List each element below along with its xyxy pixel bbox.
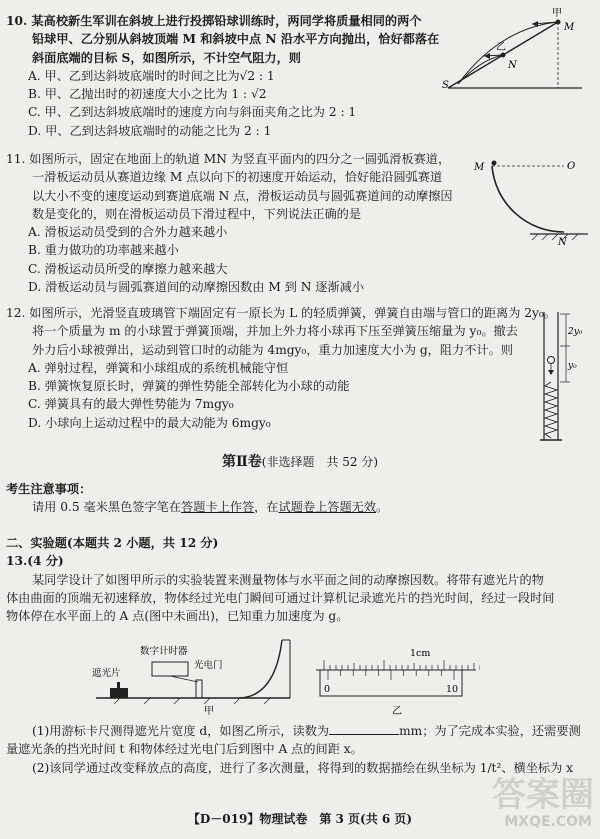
- q13-part-1: [6, 722, 581, 740]
- watermark-logo: 答案圈: [492, 775, 594, 815]
- q13-parts: [6, 722, 581, 777]
- q12-line-3: 外力后小球被弹出，运动到管口时的动能为 4mgy₀，重力加速度大小为 g，阻力不计。则: [32, 342, 513, 357]
- q10-line-3: 斜面底端的目标 S，如图所示，不计空气阻力，则: [32, 50, 301, 65]
- q12-line-2: 将一个质量为 m 的小球置于弹簧顶端，并加上外力将小球再下压至弹簧压缩量为 y₀。撤去: [32, 324, 518, 339]
- section-2-title: [0, 452, 600, 473]
- q11-line-1: 11. 如图所示，固定在地面上的轨道 MN 为竖直平面内的四分之一圆弧滑板赛道，: [6, 152, 451, 166]
- q13-label-yi: 乙: [392, 706, 402, 717]
- q13-caliper-figure: [310, 642, 480, 720]
- section-2-subtitle: (非选择题 共 52 分): [261, 455, 379, 469]
- watermark-url: MXQE.COM: [504, 814, 592, 830]
- q12-option-c: C. 弹簧具有的最大弹性势能为 7mgy₀: [28, 397, 234, 412]
- q11-option-d: D. 滑板运动员与圆弧赛道间的动摩擦因数由 M 到 N 逐渐减小: [28, 280, 365, 295]
- q10-option-a: A. 甲、乙到达斜坡底端时的时间之比为√2 : 1: [28, 68, 275, 83]
- q10-option-c: C. 甲、乙到达斜坡底端时的速度方向与斜面夹角之比为 2 : 1: [28, 105, 357, 120]
- q13-line-1: 某同学设计了如图甲所示的实验装置来测量物体与水平面之间的动摩擦因数。将带有遮光片的物: [32, 572, 544, 587]
- q13-line-2: 体由曲面的顶端无初速释放，物体经过光电门瞬间可通过计算机记录遮光片的挡光时间，经过一段时间: [6, 590, 555, 605]
- q10-line-2: 铅球甲、乙分别从斜坡顶端 M 和斜坡中点 N 沿水平方向抛出，恰好都落在: [32, 32, 440, 47]
- q13-part-1-c: 量遮光条的挡光时间 t 和物体经过光电门后到图中 A 点的间距 x。: [6, 742, 363, 757]
- q11-option-b: B. 重力做功的功率越来越小: [28, 243, 179, 258]
- q11-line-4: 数是变化的，则在滑板运动员下滑过程中，下列说法正确的是: [32, 206, 362, 221]
- experiment-section: [6, 534, 566, 625]
- page-footer: 【D－019】物理试卷 第 3 页(共 6 页): [187, 812, 413, 826]
- q13-apparatus-figure: [90, 636, 300, 716]
- main-scale-ticks: [324, 660, 480, 670]
- q11-label-n: N: [558, 237, 567, 245]
- q12-option-b: B. 弹簧恢复原长时，弹簧的弹性势能全部转化为小球的动能: [28, 379, 350, 394]
- q10-line-1: 10. 某高校新生军训在斜坡上进行投掷铅球训练时，两同学将质量相同的两个: [6, 14, 422, 28]
- q13-part-1-b: mm；为了完成本实验，还需要测: [399, 724, 581, 738]
- q10-label-jia: 甲: [552, 8, 562, 19]
- q10-option-d: D. 甲、乙到达斜坡底端时的动能之比为 2 : 1: [28, 123, 272, 138]
- q12-option-a: A. 弹射过程，弹簧和小球组成的系统机械能守恒: [28, 360, 289, 375]
- notice-mid: ，在: [254, 500, 279, 515]
- notice-answer-card: 答题卡上作答: [181, 500, 255, 515]
- q10-label-s: S: [442, 80, 449, 91]
- q10-label-n: N: [508, 60, 517, 71]
- q13-label-gate: 光电门: [194, 660, 223, 671]
- q10-label-yi: 乙: [496, 42, 506, 53]
- q13-line-3: 物体停在水平面上的 A 点(图中未画出)，已知重力加速度为 g。: [6, 609, 349, 624]
- notice-block: [6, 480, 566, 517]
- q13-label-jia: 甲: [204, 706, 214, 716]
- q12-option-d: D. 小球向上运动过程中的最大动能为 6mgy₀: [28, 415, 271, 430]
- q11-track-figure: [470, 150, 590, 245]
- q13-part-2: (2)该同学通过改变释放点的高度，进行了多次测量，将得到的数据描绘在纵坐标为 1/t²、横坐标为 x: [32, 760, 574, 775]
- q12-line-1: 12. 如图所示，光滑竖直玻璃管下端固定有一原长为 L 的轻质弹簧，弹簧自由端与管口的距离为 2y₀。: [6, 306, 556, 320]
- notice-invalid: 试题卷上答题无效: [278, 500, 377, 515]
- q10-option-b: B. 甲、乙抛出时的初速度大小之比为 1 : √2: [28, 87, 267, 102]
- notice-post: 。: [376, 500, 389, 515]
- q12-label-2y0: 2y₀: [568, 327, 583, 337]
- q13-label-shade: 遮光片: [92, 668, 121, 679]
- caliper-label-0: 0: [324, 684, 331, 695]
- q13-part-1-a: (1)用游标卡尺测得遮光片宽度 d，如图乙所示，读数为: [32, 724, 330, 738]
- q12-label-y0: y₀: [568, 361, 577, 371]
- answer-blank[interactable]: [329, 722, 399, 735]
- caliper-label-1cm: 1cm: [410, 648, 431, 659]
- q13-number: 13.(4 分): [6, 554, 64, 569]
- q10-label-m: M: [564, 22, 575, 33]
- experiment-heading: 二、实验题(本题共 2 小题，共 12 分): [6, 536, 219, 550]
- caliper-label-10: 10: [446, 684, 459, 695]
- q11-label-m: M: [474, 162, 485, 173]
- question-12: [6, 304, 566, 432]
- q13-label-timer: 数字计时器: [140, 646, 188, 657]
- q11-option-a: A. 滑板运动员受到的合外力越来越小: [28, 225, 228, 240]
- q11-label-o: O: [567, 161, 576, 172]
- q11-option-c: C. 滑板运动员所受的摩擦力越来越大: [28, 261, 228, 276]
- q10-slope-figure: [440, 8, 590, 93]
- q12-tube-figure: [530, 308, 590, 444]
- q11-line-3: 以大小不变的速度运动到赛道底端 N 点，滑板运动员与圆弧赛道间的动摩擦因: [32, 188, 453, 203]
- vernier-scale-ticks: [328, 670, 454, 680]
- notice-pre: 请用 0.5 毫米黑色签字笔在: [32, 500, 182, 515]
- q11-line-2: 一滑板运动员从赛道边缘 M 点以向下的初速度开始运动，恰好能沿圆弧赛道: [32, 170, 443, 185]
- section-2-heading: 第Ⅱ卷: [221, 454, 262, 470]
- notice-text: [6, 498, 566, 516]
- notice-heading: 考生注意事项：: [6, 482, 92, 496]
